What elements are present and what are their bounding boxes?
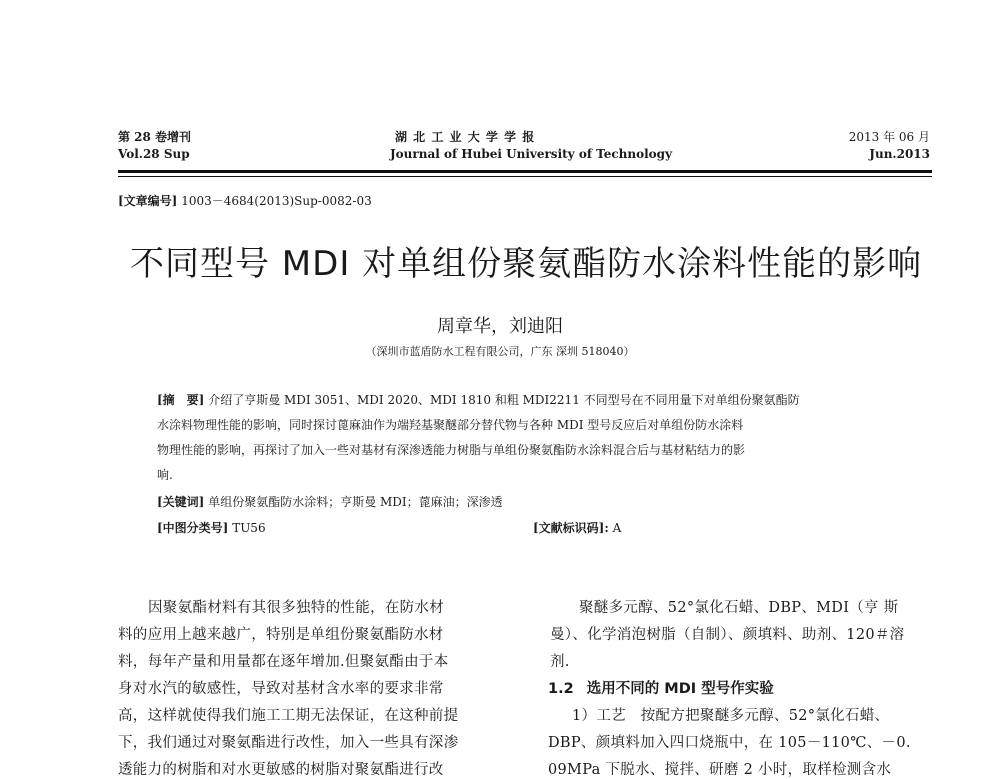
affiliation: （深圳市蓝盾防水工程有限公司，广东 深圳 518040） [365,345,635,358]
section-heading [548,677,774,698]
classification-label: [中图分类号] [157,521,229,535]
header-volume-en: Vol.28 Sup [118,147,190,161]
abstract-text-1: 介绍了亨斯曼 MDI 3051、MDI 2020、MDI 1810 和粗 MDI2211 不同型号在不同用量下对单组份聚氨酯防 [208,393,800,407]
abstract-line-2: 水涂料物理性能的影响，同时探讨蓖麻油作为端羟基聚醚部分替代物与各种 MDI 型号反应后对单组份防水涂料 [157,418,744,432]
body-right-line-4: 1）工艺 按配方把聚醚多元醇、52°氯化石蜡、 [572,708,890,724]
body-right-line-2: 曼）、化学消泡树脂（自制）、颜填料、助剂、120＃溶 [550,627,905,643]
body-left-line-5: 高，这样就使得我们施工工期无法保证，在这种前提 [118,708,459,724]
section-number: 1.2 [548,681,574,697]
body-right-line-6: 09MPa 下脱水、搅拌、研磨 2 小时，取样检测含水 [548,762,892,778]
body-left-line-4: 身对水汽的敏感性，导致对基材含水率的要求非常 [118,681,444,697]
body-left-line-3: 料，每年产量和用量都在逐年增加.但聚氨酯由于本 [118,654,449,670]
body-left-line-6: 下，我们通过对聚氨酯进行改性，加入一些具有深渗 [118,735,459,751]
header-journal-en: Journal of Hubei University of Technology [390,147,673,161]
abstract-line-3: 物理性能的影响，再探讨了加入一些对基材有深渗透能力树脂与单组份聚氨酯防水涂料混合后与基材粘结力的影 [157,443,746,457]
article-number-label: [文章编号] [118,194,178,208]
document-code [533,519,621,536]
keywords-label: [关键词] [157,495,205,509]
header-rule-thin [118,176,932,177]
abstract-line-4: 响. [157,468,173,482]
section-title: 选用不同的 MDI 型号作实验 [586,681,774,697]
document-code-value: A [612,521,622,535]
header-date-cn: 2013 年 06 月 [848,130,930,144]
paper-title: 不同型号 MDI 对单组份聚氨酯防水涂料性能的影响 [130,244,923,284]
authors: 周章华，刘迪阳 [437,316,563,337]
body-left-line-1: 因聚氨酯材料有其很多独特的性能，在防水材 [148,600,444,616]
classification-value: TU56 [232,521,266,535]
document-code-label: [文献标识码]: [533,521,609,535]
abstract-label: [摘 要] [157,393,205,407]
article-number [118,192,372,209]
body-right-line-1: 聚醚多元醇、52°氯化石蜡、DBP、MDI（亨 斯 [579,600,899,616]
header-journal-cn: 湖 北 工 业 大 学 学 报 [395,130,536,144]
body-left-line-2: 料的应用上越来越广，特别是单组份聚氨酯防水材 [118,627,444,643]
classification [157,519,266,536]
header-date-en: Jun.2013 [869,147,930,161]
abstract-line-1 [157,391,800,408]
body-right-line-3: 剂. [550,654,570,670]
header-rule-thick [118,170,932,173]
header-volume-cn: 第 28 卷增刊 [118,130,192,144]
body-right-line-5: DBP、颜填料加入四口烧瓶中，在 105－110℃、－0. [548,735,911,751]
keywords-value: 单组份聚氨酯防水涂料；亨斯曼 MDI；蓖麻油；深渗透 [208,495,503,509]
body-left-line-7: 透能力的树脂和对水更敏感的树脂对聚氨酯进行改 [118,762,444,778]
article-number-value: 1003－4684(2013)Sup-0082-03 [181,194,372,208]
keywords [157,493,503,510]
